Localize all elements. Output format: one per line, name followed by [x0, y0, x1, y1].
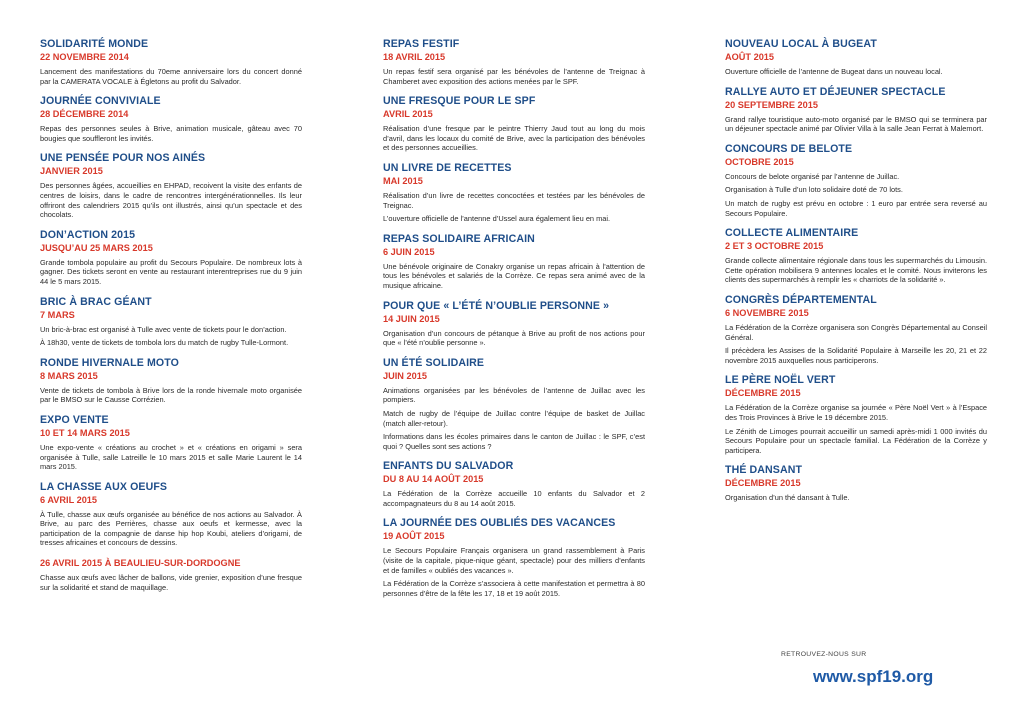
event-description: Un repas festif sera organisé par les bénévoles de l’antenne de Treignac à Chamberet avec exposition des actions menées par le SPF.: [383, 67, 645, 86]
event-block: [40, 414, 302, 472]
event-date: 26 AVRIL 2015 À BEAULIEU-SUR-DORDOGNE: [40, 558, 241, 569]
event-block: [40, 557, 302, 592]
event-description: Le Zénith de Limoges pourrait accueillir un samedi après-midi 1 000 invités du Secours Populaire pour un spectacle familial. La Fédération de la Corrèze y participera.: [725, 426, 987, 455]
event-block: [725, 38, 987, 77]
event-title: POUR QUE « L’ÉTÉ N’OUBLIE PERSONNE »: [383, 299, 610, 312]
column-1: [40, 38, 302, 601]
event-title: LE PÈRE NOËL VERT: [725, 374, 836, 387]
event-date: DÉCEMBRE 2015: [725, 388, 801, 399]
event-description: Lancement des manifestations du 70eme anniversaire lors du concert donné par la CAMERATA VOCALE à Égletons au profit du Salvador.: [40, 67, 302, 86]
event-date: AVRIL 2015: [383, 109, 433, 120]
event-description: Des personnes âgées, accueillies en EHPAD, recoivent la visite des enfants de centres de loisirs, dans le cadre de rencontres intergénérationnelles. Ils leur offriront des calendriers 2015 qu’ils ont illustrés, ainsi qu’un spectacle et des chocolats.: [40, 181, 302, 220]
event-date: 10 ET 14 MARS 2015: [40, 427, 130, 438]
event-block: [383, 300, 645, 348]
event-title: REPAS FESTIF: [383, 38, 460, 50]
event-title: RALLYE AUTO ET DÉJEUNER SPECTACLE: [725, 85, 946, 98]
event-block: [40, 357, 302, 405]
event-title: CONGRÈS DÉPARTEMENTAL: [725, 293, 877, 306]
event-title: REPAS SOLIDAIRE AFRICAIN: [383, 232, 535, 245]
event-title: JOURNÉE CONVIVIALE: [40, 95, 161, 108]
event-date: 19 AOÛT 2015: [383, 531, 445, 542]
event-title: LA JOURNÉE DES OUBLIÉS DES VACANCES: [383, 517, 616, 530]
event-description: Chasse aux œufs avec lâcher de ballons, vide grenier, exposition d’une fresque sur la solidarité et stand de maquillage.: [40, 573, 302, 592]
event-date: 8 MARS 2015: [40, 370, 98, 381]
website-link[interactable]: www.spf19.org: [813, 667, 934, 686]
event-block: [40, 95, 302, 143]
event-date: AOÛT 2015: [725, 52, 775, 62]
event-title: NOUVEAU LOCAL À BUGEAT: [725, 38, 877, 50]
event-description: Repas des personnes seules à Brive, animation musicale, gâteau avec 70 bougies que souffleront les invités.: [40, 124, 302, 143]
event-description: Animations organisées par les bénévoles de l’antenne de Juillac avec les pompiers.: [383, 385, 645, 405]
event-date: 22 NOVEMBRE 2014: [40, 52, 129, 62]
event-description: L’ouverture officielle de l’antenne d’Ussel aura également lieu en mai.: [383, 214, 611, 224]
event-date: DU 8 AU 14 AOÛT 2015: [383, 474, 484, 485]
event-date: 28 DÉCEMBRE 2014: [40, 109, 129, 120]
event-description: Informations dans les écoles primaires dans le canton de Juillac : le SPF, c’est quoi ? Quelles sont ses actions ?: [383, 432, 645, 451]
event-block: [383, 357, 645, 452]
event-description: La Fédération de la Corrèze organisera son Congrès Départemental au Conseil Général.: [725, 322, 987, 342]
event-block: [383, 517, 645, 598]
event-date: OCTOBRE 2015: [725, 156, 794, 167]
event-block: [40, 38, 302, 86]
event-title: SOLIDARITÉ MONDE: [40, 38, 149, 50]
event-description: À 18h30, vente de tickets de tombola lors du match de rugby Tulle-Lormont.: [40, 338, 289, 348]
event-description: Un bric-à-brac est organisé à Tulle avec vente de tickets pour le don’action.: [40, 324, 287, 334]
event-description: Grande tombola populaire au profit du Secours Populaire. De nombreux lots à gagner. Des tickets seront en vente au restaurant interentreprises rue du 9 juin 44 le 5 mars 2015.: [40, 257, 302, 286]
event-description: Match de rugby de l’équipe de Juillac contre l’équipe de basket de Juillac (match aller-retour).: [383, 408, 645, 428]
event-title: UNE PENSÉE POUR NOS AINÉS: [40, 152, 206, 165]
event-description: Grande collecte alimentaire régionale dans tous les supermarchés du Limousin. Cette opération mobilisera 9 antennes locales et le comité. Nous inviterons les clients des supermarchés à remplir les « charriots de la solidarité ».: [725, 256, 987, 285]
event-title: EXPO VENTE: [40, 413, 109, 426]
event-date: 6 NOVEMBRE 2015: [725, 307, 809, 318]
column-3: [725, 38, 987, 512]
event-description: Un match de rugby est prévu en octobre : 1 euro par entrée sera reversé au Secours Populaire.: [725, 198, 987, 218]
event-date: 7 MARS: [40, 309, 75, 320]
event-title: BRIC À BRAC GÉANT: [40, 295, 152, 308]
event-title: ENFANTS DU SALVADOR: [383, 460, 514, 473]
event-description: Organisation d’un thé dansant à Tulle.: [725, 493, 850, 503]
event-description: La Fédération de la Corrèze accueille 10 enfants du Salvador et 2 accompagnateurs du 8 au 14 août 2015.: [383, 489, 645, 508]
event-block: [383, 95, 645, 153]
event-description: Une expo-vente « créations au crochet » et « créations en origami » sera organisée à Tulle, salle Latreille le 10 mars 2015 et salle Marie Laurent le 14 mars 2015.: [40, 442, 302, 472]
event-description: Réalisation d’une fresque par le peintre Thierry Jaud tout au long du mois d’avril, dans les locaux du comité de Brive, avec la participation des bénévoles et des personnes accueillies.: [383, 124, 645, 153]
event-title: THÉ DANSANT: [725, 464, 803, 477]
footer: [725, 651, 987, 687]
event-block: [725, 464, 987, 503]
event-date: 14 JUIN 2015: [383, 313, 440, 324]
event-title: COLLECTE ALIMENTAIRE: [725, 227, 859, 240]
event-description: Il précèdera les Assises de la Solidarité Populaire à Marseille les 20, 21 et 22 novembre 2015 auxquelles nous participerons.: [725, 346, 987, 365]
event-description: Ouverture officielle de l’antenne de Bugeat dans un nouveau local.: [725, 67, 943, 76]
event-description: Concours de belote organisé par l’antenne de Juillac.: [725, 171, 900, 181]
event-block: [40, 481, 302, 548]
event-date: 18 AVRIL 2015: [383, 52, 446, 62]
event-date: DÉCEMBRE 2015: [725, 478, 801, 489]
event-description: Réalisation d’un livre de recettes concoctées et testées par les bénévoles de Treignac.: [383, 190, 645, 210]
event-title: UN LIVRE DE RECETTES: [383, 161, 512, 174]
event-title: CONCOURS DE BELOTE: [725, 142, 853, 155]
event-description: La Fédération de la Corrèze s’associera à cette manifestation et permettra à 80 personnes d’être de la fête les 17, 18 et 19 août 2015.: [383, 579, 645, 598]
event-description: Le Secours Populaire Français organisera un grand rassemblement à Paris (visite de la capitale, pique-nique géant, spectacle) pour des milliers d’enfants et de familles « oubliés des vacances ».: [383, 546, 645, 575]
event-date: 2 ET 3 OCTOBRE 2015: [725, 241, 824, 252]
event-block: [40, 296, 302, 348]
event-date: JANVIER 2015: [40, 166, 103, 177]
event-description: Grand rallye touristique auto-moto organisé par le BMSO qui se terminera par un déjeuner spectacle animé par Olivier Villa à la salle Jean Ferrat à Malemort.: [725, 114, 987, 134]
event-block: [383, 38, 645, 86]
event-description: À Tulle, chasse aux œufs organisée au bénéfice de nos actions au Salvador. À Brive, au parc des Perrières, chasse aux oeufs et kermesse, avec la participation de la compagnie de danse hip hop Koubi, ateliers d’origami, de tresses africaines et concours de dessins.: [40, 509, 302, 548]
event-description: Une bénévole originaire de Conakry organise un repas africain à l’attention de tous les bénévoles et salariés de la Corrèze. Ce repas sera animé avec de la musique africaine.: [383, 261, 645, 290]
event-block: [40, 229, 302, 287]
event-date: JUSQU’AU 25 MARS 2015: [40, 242, 153, 253]
event-title: DON’ACTION 2015: [40, 228, 136, 241]
event-block: [725, 86, 987, 134]
event-description: Organisation à Tulle d’un loto solidaire doté de 70 lots.: [725, 185, 903, 195]
event-description: Vente de tickets de tombola à Brive lors de la ronde hivernale moto organisée par le BMSO sur le Causse Corrézien.: [40, 385, 302, 405]
event-block: [40, 152, 302, 219]
event-date: 6 JUIN 2015: [383, 246, 435, 257]
event-title: UN ÉTÉ SOLIDAIRE: [383, 356, 485, 369]
event-block: [725, 227, 987, 285]
event-block: [383, 460, 645, 508]
event-date: MAI 2015: [383, 175, 423, 186]
event-block: [725, 374, 987, 455]
follow-us-label: RETROUVEZ-NOUS SUR: [781, 651, 867, 658]
event-description: Organisation d’un concours de pétanque à Brive au profit de nos actions pour que « l’été n’oublie personne ».: [383, 328, 645, 348]
column-2: [383, 38, 645, 607]
event-date: 20 SEPTEMBRE 2015: [725, 99, 818, 110]
event-title: LA CHASSE AUX OEUFS: [40, 480, 168, 493]
event-block: [383, 233, 645, 291]
event-title: UNE FRESQUE POUR LE SPF: [383, 95, 536, 108]
event-block: [725, 143, 987, 218]
event-block: [383, 162, 645, 224]
event-date: JUIN 2015: [383, 370, 427, 381]
event-block: [725, 294, 987, 365]
event-title: RONDE HIVERNALE MOTO: [40, 356, 179, 369]
event-date: 6 AVRIL 2015: [40, 494, 98, 505]
event-description: La Fédération de la Corrèze organise sa journée « Père Noël Vert » à l’Espace des Trois Provinces à Brive le 19 décembre 2015.: [725, 403, 987, 422]
